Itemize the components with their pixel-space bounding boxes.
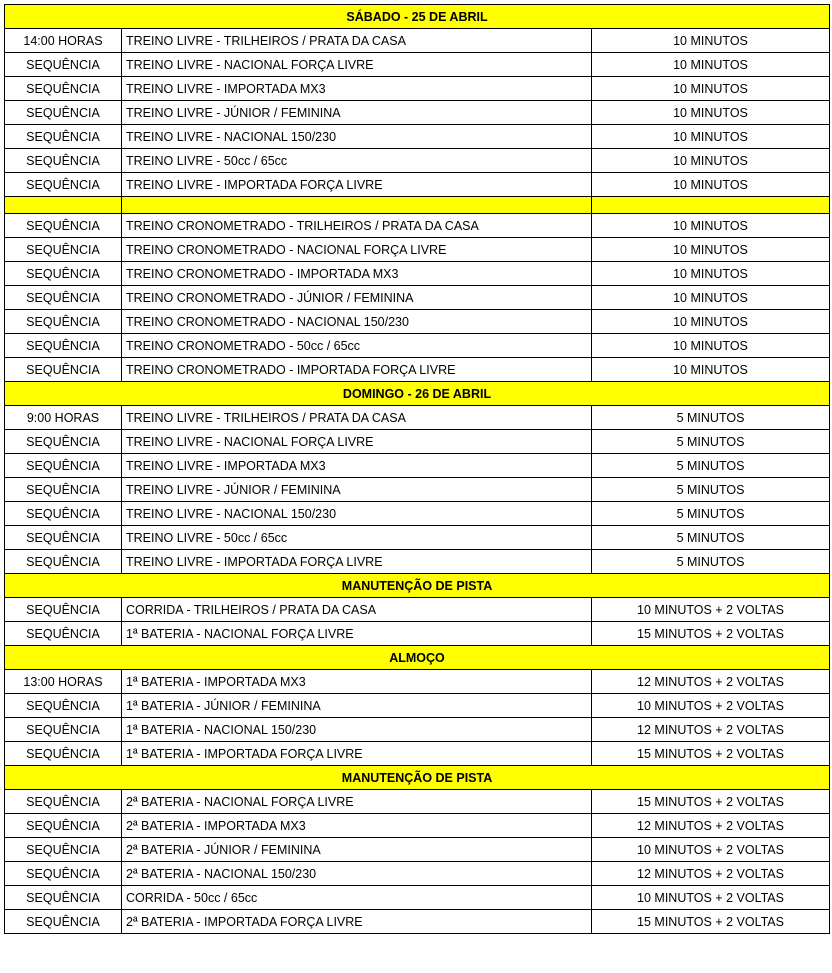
event-cell: TREINO LIVRE - TRILHEIROS / PRATA DA CASA xyxy=(122,29,592,53)
table-row xyxy=(5,334,830,358)
table-row xyxy=(5,77,830,101)
duration-cell: 10 MINUTOS xyxy=(592,214,830,238)
section-header-row xyxy=(5,766,830,790)
event-cell: TREINO CRONOMETRADO - IMPORTADA FORÇA LIVRE xyxy=(122,358,592,382)
event-cell: TREINO CRONOMETRADO - NACIONAL FORÇA LIVRE xyxy=(122,238,592,262)
time-cell: 13:00 HORAS xyxy=(5,670,122,694)
time-cell: SEQUÊNCIA xyxy=(5,214,122,238)
section-header-row xyxy=(5,574,830,598)
event-cell: TREINO CRONOMETRADO - JÚNIOR / FEMININA xyxy=(122,286,592,310)
event-cell: TREINO CRONOMETRADO - 50cc / 65cc xyxy=(122,334,592,358)
duration-cell: 5 MINUTOS xyxy=(592,550,830,574)
duration-cell: 10 MINUTOS xyxy=(592,29,830,53)
time-cell: SEQUÊNCIA xyxy=(5,886,122,910)
table-row xyxy=(5,886,830,910)
table-row xyxy=(5,29,830,53)
event-cell: 2ª BATERIA - JÚNIOR / FEMININA xyxy=(122,838,592,862)
event-cell: CORRIDA - 50cc / 65cc xyxy=(122,886,592,910)
table-row xyxy=(5,406,830,430)
event-cell: 2ª BATERIA - NACIONAL 150/230 xyxy=(122,862,592,886)
event-cell: TREINO LIVRE - NACIONAL FORÇA LIVRE xyxy=(122,430,592,454)
event-cell: TREINO LIVRE - NACIONAL 150/230 xyxy=(122,125,592,149)
event-cell: TREINO LIVRE - IMPORTADA MX3 xyxy=(122,454,592,478)
section-header-row xyxy=(5,5,830,29)
separator-cell xyxy=(5,197,122,214)
duration-cell: 15 MINUTOS + 2 VOLTAS xyxy=(592,742,830,766)
section-header-row xyxy=(5,382,830,406)
time-cell: SEQUÊNCIA xyxy=(5,334,122,358)
duration-cell: 10 MINUTOS xyxy=(592,173,830,197)
table-row xyxy=(5,694,830,718)
event-cell: TREINO CRONOMETRADO - IMPORTADA MX3 xyxy=(122,262,592,286)
table-row xyxy=(5,478,830,502)
duration-cell: 5 MINUTOS xyxy=(592,454,830,478)
time-cell: SEQUÊNCIA xyxy=(5,262,122,286)
duration-cell: 12 MINUTOS + 2 VOLTAS xyxy=(592,814,830,838)
table-row xyxy=(5,790,830,814)
duration-cell: 10 MINUTOS xyxy=(592,238,830,262)
time-cell: SEQUÊNCIA xyxy=(5,598,122,622)
time-cell: SEQUÊNCIA xyxy=(5,622,122,646)
section-header: SÁBADO - 25 DE ABRIL xyxy=(5,5,830,29)
separator-row xyxy=(5,197,830,214)
table-row xyxy=(5,173,830,197)
event-cell: TREINO LIVRE - IMPORTADA FORÇA LIVRE xyxy=(122,173,592,197)
duration-cell: 10 MINUTOS xyxy=(592,334,830,358)
separator-cell xyxy=(122,197,592,214)
table-row xyxy=(5,910,830,934)
time-cell: SEQUÊNCIA xyxy=(5,814,122,838)
duration-cell: 12 MINUTOS + 2 VOLTAS xyxy=(592,862,830,886)
event-cell: 1ª BATERIA - IMPORTADA FORÇA LIVRE xyxy=(122,742,592,766)
duration-cell: 10 MINUTOS xyxy=(592,358,830,382)
duration-cell: 10 MINUTOS xyxy=(592,262,830,286)
event-cell: TREINO LIVRE - IMPORTADA MX3 xyxy=(122,77,592,101)
event-cell: TREINO LIVRE - NACIONAL FORÇA LIVRE xyxy=(122,53,592,77)
table-row xyxy=(5,550,830,574)
table-row xyxy=(5,310,830,334)
section-header-row xyxy=(5,646,830,670)
time-cell: SEQUÊNCIA xyxy=(5,454,122,478)
event-cell: 1ª BATERIA - NACIONAL FORÇA LIVRE xyxy=(122,622,592,646)
table-row xyxy=(5,742,830,766)
time-cell: SEQUÊNCIA xyxy=(5,910,122,934)
event-cell: 1ª BATERIA - NACIONAL 150/230 xyxy=(122,718,592,742)
section-header: MANUTENÇÃO DE PISTA xyxy=(5,766,830,790)
event-cell: 2ª BATERIA - IMPORTADA FORÇA LIVRE xyxy=(122,910,592,934)
duration-cell: 15 MINUTOS + 2 VOLTAS xyxy=(592,910,830,934)
event-cell: TREINO LIVRE - 50cc / 65cc xyxy=(122,526,592,550)
table-row xyxy=(5,718,830,742)
time-cell: SEQUÊNCIA xyxy=(5,101,122,125)
table-row xyxy=(5,125,830,149)
event-cell: TREINO LIVRE - NACIONAL 150/230 xyxy=(122,502,592,526)
time-cell: SEQUÊNCIA xyxy=(5,742,122,766)
duration-cell: 5 MINUTOS xyxy=(592,478,830,502)
time-cell: SEQUÊNCIA xyxy=(5,149,122,173)
event-cell: TREINO LIVRE - JÚNIOR / FEMININA xyxy=(122,478,592,502)
table-row xyxy=(5,454,830,478)
duration-cell: 10 MINUTOS xyxy=(592,53,830,77)
table-row xyxy=(5,814,830,838)
duration-cell: 10 MINUTOS + 2 VOLTAS xyxy=(592,598,830,622)
event-cell: TREINO LIVRE - IMPORTADA FORÇA LIVRE xyxy=(122,550,592,574)
time-cell: 14:00 HORAS xyxy=(5,29,122,53)
duration-cell: 10 MINUTOS + 2 VOLTAS xyxy=(592,886,830,910)
event-cell: TREINO CRONOMETRADO - NACIONAL 150/230 xyxy=(122,310,592,334)
time-cell: SEQUÊNCIA xyxy=(5,862,122,886)
table-row xyxy=(5,598,830,622)
time-cell: SEQUÊNCIA xyxy=(5,838,122,862)
duration-cell: 10 MINUTOS xyxy=(592,125,830,149)
duration-cell: 10 MINUTOS + 2 VOLTAS xyxy=(592,694,830,718)
schedule-table xyxy=(4,4,830,934)
table-row xyxy=(5,502,830,526)
time-cell: SEQUÊNCIA xyxy=(5,53,122,77)
separator-cell xyxy=(592,197,830,214)
table-row xyxy=(5,262,830,286)
time-cell: SEQUÊNCIA xyxy=(5,77,122,101)
time-cell: SEQUÊNCIA xyxy=(5,238,122,262)
time-cell: SEQUÊNCIA xyxy=(5,286,122,310)
time-cell: SEQUÊNCIA xyxy=(5,718,122,742)
duration-cell: 10 MINUTOS xyxy=(592,310,830,334)
section-header: DOMINGO - 26 DE ABRIL xyxy=(5,382,830,406)
table-row xyxy=(5,53,830,77)
duration-cell: 15 MINUTOS + 2 VOLTAS xyxy=(592,790,830,814)
duration-cell: 5 MINUTOS xyxy=(592,526,830,550)
event-cell: CORRIDA - TRILHEIROS / PRATA DA CASA xyxy=(122,598,592,622)
time-cell: SEQUÊNCIA xyxy=(5,790,122,814)
table-row xyxy=(5,622,830,646)
duration-cell: 12 MINUTOS + 2 VOLTAS xyxy=(592,670,830,694)
table-row xyxy=(5,214,830,238)
time-cell: 9:00 HORAS xyxy=(5,406,122,430)
event-cell: 1ª BATERIA - JÚNIOR / FEMININA xyxy=(122,694,592,718)
event-cell: TREINO CRONOMETRADO - TRILHEIROS / PRATA DA CASA xyxy=(122,214,592,238)
event-cell: TREINO LIVRE - TRILHEIROS / PRATA DA CASA xyxy=(122,406,592,430)
section-header: ALMOÇO xyxy=(5,646,830,670)
table-row xyxy=(5,526,830,550)
duration-cell: 5 MINUTOS xyxy=(592,406,830,430)
time-cell: SEQUÊNCIA xyxy=(5,526,122,550)
table-row xyxy=(5,286,830,310)
event-cell: TREINO LIVRE - 50cc / 65cc xyxy=(122,149,592,173)
time-cell: SEQUÊNCIA xyxy=(5,694,122,718)
table-row xyxy=(5,149,830,173)
duration-cell: 5 MINUTOS xyxy=(592,430,830,454)
event-cell: 1ª BATERIA - IMPORTADA MX3 xyxy=(122,670,592,694)
duration-cell: 10 MINUTOS xyxy=(592,286,830,310)
time-cell: SEQUÊNCIA xyxy=(5,550,122,574)
table-row xyxy=(5,101,830,125)
table-row xyxy=(5,430,830,454)
time-cell: SEQUÊNCIA xyxy=(5,125,122,149)
table-row xyxy=(5,838,830,862)
time-cell: SEQUÊNCIA xyxy=(5,310,122,334)
event-cell: TREINO LIVRE - JÚNIOR / FEMININA xyxy=(122,101,592,125)
table-row xyxy=(5,670,830,694)
duration-cell: 10 MINUTOS xyxy=(592,77,830,101)
table-row xyxy=(5,238,830,262)
time-cell: SEQUÊNCIA xyxy=(5,358,122,382)
event-cell: 2ª BATERIA - NACIONAL FORÇA LIVRE xyxy=(122,790,592,814)
duration-cell: 12 MINUTOS + 2 VOLTAS xyxy=(592,718,830,742)
time-cell: SEQUÊNCIA xyxy=(5,173,122,197)
event-cell: 2ª BATERIA - IMPORTADA MX3 xyxy=(122,814,592,838)
table-row xyxy=(5,358,830,382)
duration-cell: 10 MINUTOS xyxy=(592,101,830,125)
time-cell: SEQUÊNCIA xyxy=(5,502,122,526)
duration-cell: 5 MINUTOS xyxy=(592,502,830,526)
duration-cell: 10 MINUTOS xyxy=(592,149,830,173)
schedule-body xyxy=(5,5,830,934)
duration-cell: 15 MINUTOS + 2 VOLTAS xyxy=(592,622,830,646)
time-cell: SEQUÊNCIA xyxy=(5,478,122,502)
section-header: MANUTENÇÃO DE PISTA xyxy=(5,574,830,598)
time-cell: SEQUÊNCIA xyxy=(5,430,122,454)
duration-cell: 10 MINUTOS + 2 VOLTAS xyxy=(592,838,830,862)
table-row xyxy=(5,862,830,886)
